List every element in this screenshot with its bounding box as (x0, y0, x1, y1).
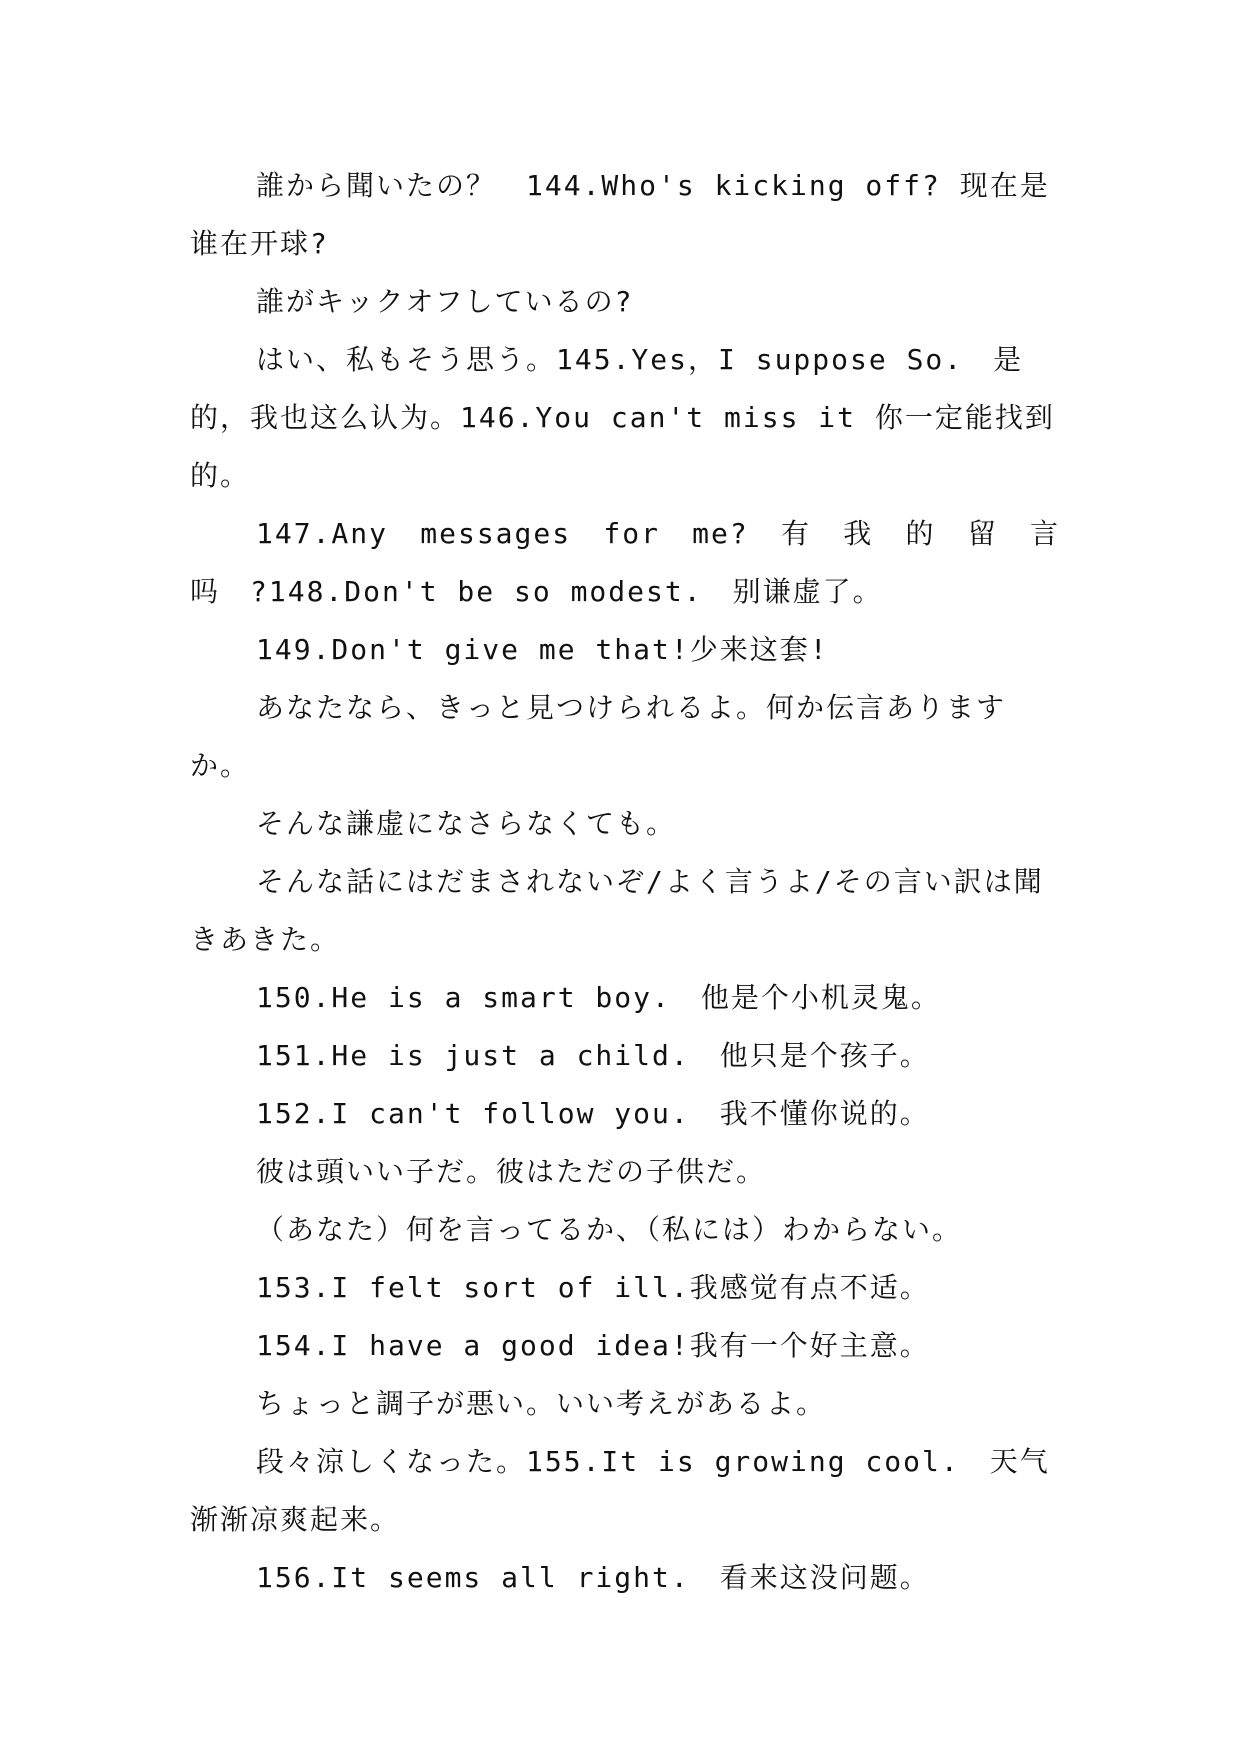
document-body (190, 157, 1091, 1607)
paragraph-152: 152.I can't follow you. 我不懂你说的。 (256, 1097, 930, 1130)
paragraph-144: 誰から聞いたの？ 144.Who's kicking off? 现在是谁在开球? (190, 169, 1050, 260)
paragraph-149-ja: そんな話にはだまされないぞ/よく言うよ/その言い訳は聞きあきた。 (190, 865, 1044, 956)
paragraph-146-147-ja: あなたなら、きっと見つけられるよ。何か伝言ありますか。 (190, 691, 1007, 782)
paragraph-150: 150.He is a smart boy. 他是个小机灵鬼。 (256, 981, 941, 1014)
paragraph-149: 149.Don't give me that!少来这套! (256, 633, 829, 666)
paragraph-152-ja: （あなた）何を言ってるか、（私には）わからない。 (256, 1213, 963, 1246)
paragraph-153: 153.I felt sort of ill.我感觉有点不适。 (256, 1271, 930, 1304)
paragraph-156: 156.It seems all right. 看来这没问题。 (256, 1561, 930, 1594)
paragraph-153-154-ja: ちょっと調子が悪い。いい考えがあるよ。 (256, 1387, 827, 1420)
paragraph-147-148: 147.Any messages for me? 有 我 的 留 言 吗 ?148.Don't be so modest. 别谦虚了。 (190, 517, 1091, 608)
paragraph-150-151-ja: 彼は頭いい子だ。彼はただの子供だ。 (256, 1155, 767, 1188)
paragraph-144-ja: 誰がキックオフしているの? (256, 285, 634, 318)
paragraph-154: 154.I have a good idea!我有一个好主意。 (256, 1329, 930, 1362)
paragraph-148-ja: そんな謙虚になさらなくても。 (256, 807, 677, 840)
paragraph-151: 151.He is just a child. 他只是个孩子。 (256, 1039, 930, 1072)
paragraph-145-146: はい、私もそう思う。145.Yes，I suppose So. 是的，我也这么认为。146.You can't miss it 你一定能找到的。 (190, 343, 1055, 492)
paragraph-155: 段々涼しくなった。155.It is growing cool. 天气渐渐凉爽起来。 (190, 1445, 1050, 1536)
